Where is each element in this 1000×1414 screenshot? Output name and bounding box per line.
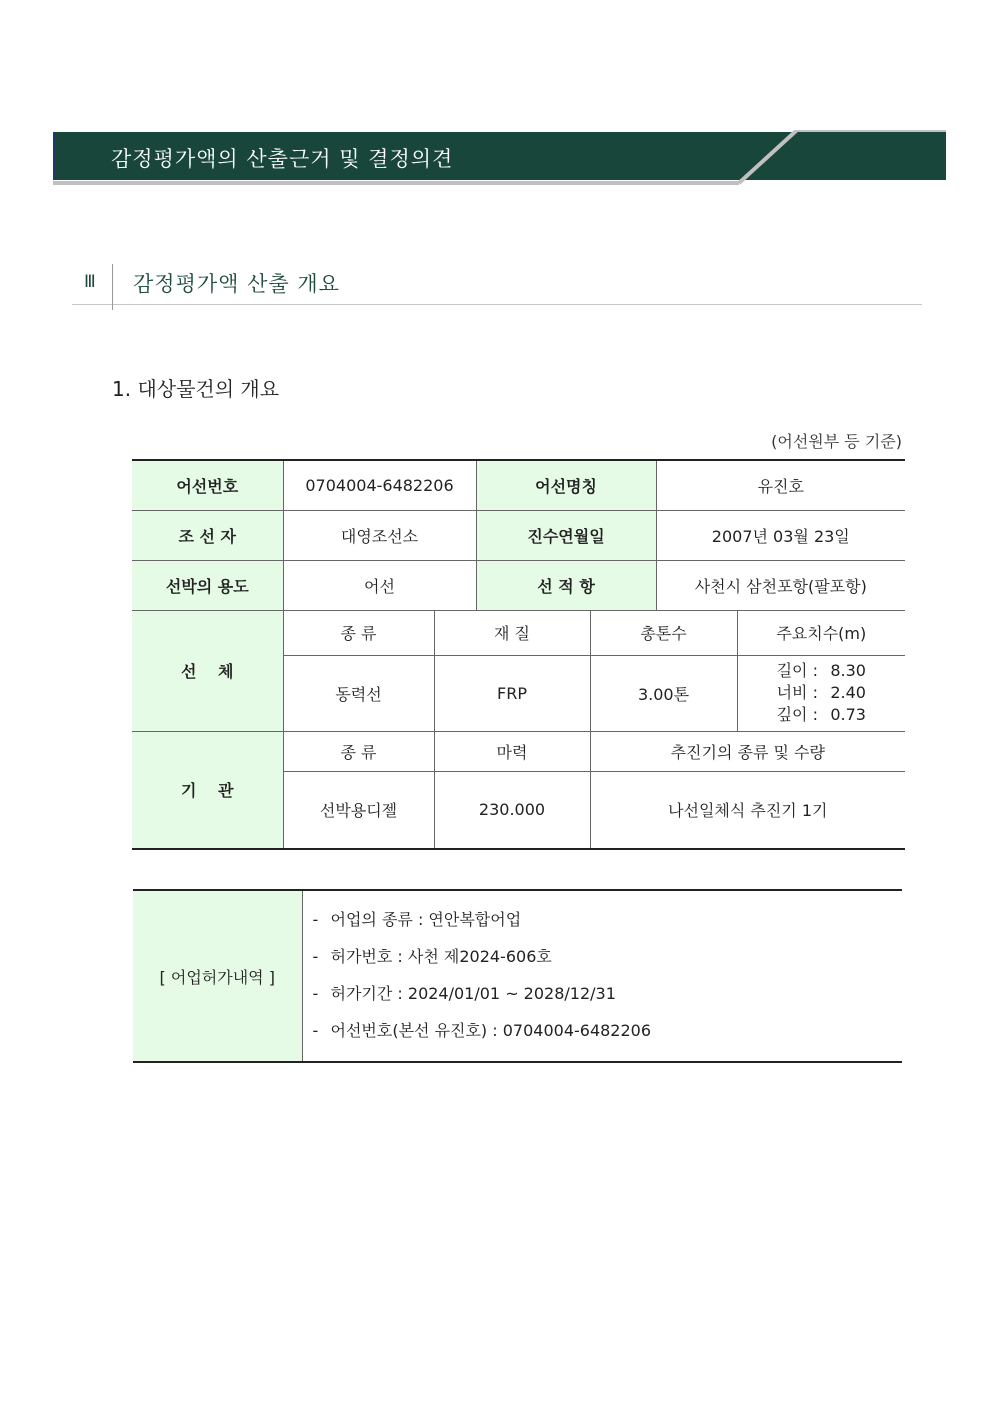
list-bullet: -	[312, 1021, 319, 1040]
source-note: (어선원부 등 기준)	[771, 432, 902, 451]
dimension-name: 길이 :	[776, 661, 818, 680]
label-hull: 선 체	[132, 610, 283, 731]
section-title: 감정평가액 산출 개요	[133, 272, 340, 296]
dimension-depth	[777, 704, 866, 726]
table-row	[132, 610, 905, 655]
section-divider	[112, 264, 113, 310]
hull-value-type: 동력선	[283, 655, 434, 731]
engine-header-type: 종 류	[283, 731, 434, 771]
hull-header-material: 재 질	[434, 610, 590, 655]
dimension-value: 2.40	[830, 683, 866, 702]
hull-header-type: 종 류	[283, 610, 434, 655]
hull-header-dimensions: 주요치수(m)	[737, 610, 905, 655]
dimensions-list	[777, 660, 866, 726]
value-builder: 대영조선소	[283, 510, 476, 560]
permit-period	[313, 975, 903, 1012]
label-vessel-use: 선박의 용도	[132, 560, 283, 610]
fishing-permit-table	[133, 889, 902, 1063]
dimension-value: 0.73	[830, 705, 866, 724]
permit-fishery-type	[313, 901, 903, 938]
subheading: 1. 대상물건의 개요	[112, 377, 280, 401]
header-banner	[53, 130, 946, 186]
list-bullet: -	[312, 910, 319, 929]
dimension-name: 너비 :	[776, 683, 818, 702]
hull-value-material: FRP	[434, 655, 590, 731]
engine-header-propeller: 추진기의 종류 및 수량	[590, 731, 905, 771]
table-row	[132, 731, 905, 771]
value-launch-date: 2007년 03월 23일	[656, 510, 905, 560]
engine-value-type: 선박용디젤	[283, 771, 434, 849]
banner-underline	[53, 181, 739, 185]
table-row	[132, 510, 905, 560]
hull-dimensions	[737, 655, 905, 731]
label-vessel-number: 어선번호	[132, 460, 283, 510]
value-vessel-number: 0704004-6482206	[283, 460, 476, 510]
engine-value-horsepower: 230.000	[434, 771, 590, 849]
list-bullet: -	[312, 984, 319, 1003]
section-heading	[72, 262, 922, 305]
label-launch-date: 진수연월일	[476, 510, 656, 560]
value-vessel-use: 어선	[283, 560, 476, 610]
table-row	[133, 890, 902, 1062]
permit-text: 어선번호(본선 유진호) : 0704004-6482206	[330, 1021, 652, 1040]
banner-title: 감정평가액의 산출근거 및 결정의견	[111, 147, 454, 171]
value-home-port: 사천시 삼천포항(팔포항)	[656, 560, 905, 610]
permit-details	[302, 890, 902, 1062]
label-vessel-name: 어선명칭	[476, 460, 656, 510]
list-bullet: -	[312, 947, 319, 966]
hull-value-tonnage: 3.00톤	[590, 655, 737, 731]
section-number: Ⅲ	[84, 272, 96, 292]
value-vessel-name: 유진호	[656, 460, 905, 510]
table-row	[132, 460, 905, 510]
permit-vessel-number	[313, 1012, 903, 1049]
dimension-length	[777, 660, 866, 682]
permit-number	[313, 938, 903, 975]
permit-label: [ 어업허가내역 ]	[133, 890, 302, 1062]
table-row	[132, 560, 905, 610]
permit-text: 허가기간 : 2024/01/01 ~ 2028/12/31	[330, 984, 616, 1003]
vessel-overview-table	[132, 459, 905, 850]
label-engine: 기 관	[132, 731, 283, 849]
dimension-width	[777, 682, 866, 704]
label-builder: 조 선 자	[132, 510, 283, 560]
permit-text: 어업의 종류 : 연안복합어업	[330, 910, 522, 929]
hull-header-tonnage: 총톤수	[590, 610, 737, 655]
dimension-value: 8.30	[830, 661, 866, 680]
engine-header-horsepower: 마력	[434, 731, 590, 771]
dimension-name: 깊이 :	[776, 705, 818, 724]
label-home-port: 선 적 항	[476, 560, 656, 610]
permit-text: 허가번호 : 사천 제2024-606호	[330, 947, 552, 966]
engine-value-propeller: 나선일체식 추진기 1기	[590, 771, 905, 849]
